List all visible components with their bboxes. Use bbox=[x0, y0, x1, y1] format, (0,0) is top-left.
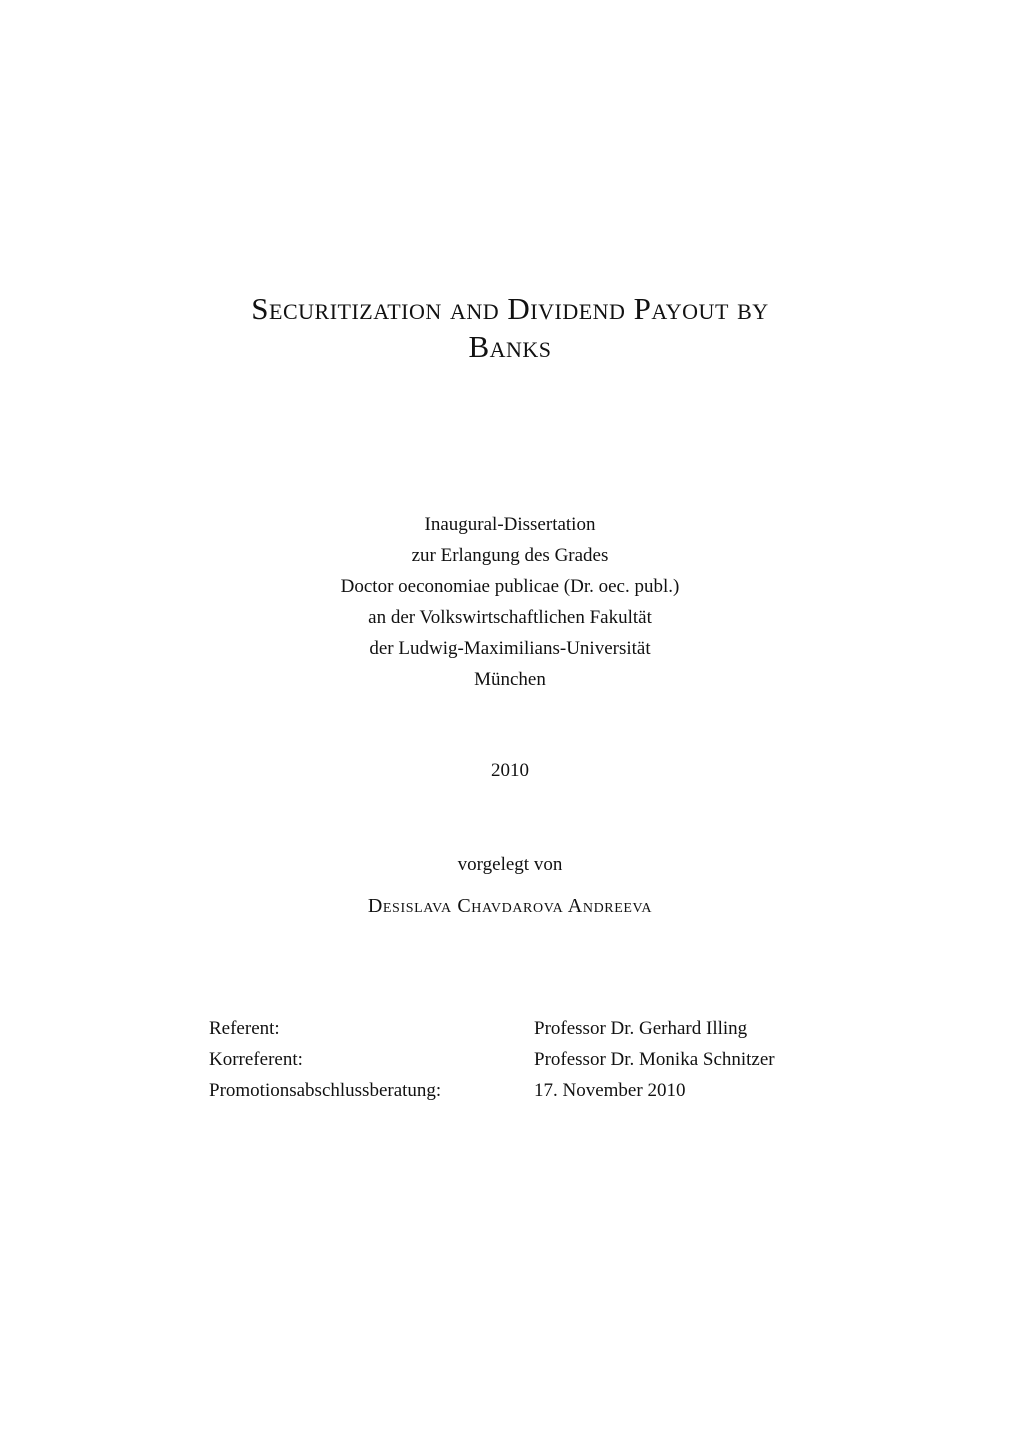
dissertation-title bbox=[110, 290, 910, 366]
committee-row-defense-date bbox=[209, 1075, 775, 1106]
degree-statement bbox=[110, 509, 910, 695]
committee-list bbox=[209, 1013, 775, 1106]
title-line-2: Banks bbox=[468, 329, 552, 364]
submitted-by-label: vorgelegt von bbox=[457, 854, 563, 875]
title-line-1: Securitization and Dividend Payout by bbox=[251, 291, 769, 326]
degree-line: an der Volkswirtschaftlichen Fakultät bbox=[368, 607, 652, 628]
degree-line: München bbox=[474, 669, 546, 690]
author-name: Desislava Chavdarova Andreeva bbox=[367, 895, 653, 917]
degree-line: Inaugural-Dissertation bbox=[424, 514, 596, 535]
committee-label: Referent: bbox=[209, 1018, 280, 1039]
committee-label: Promotionsabschlussberatung: bbox=[209, 1080, 442, 1101]
submission-year: 2010 bbox=[491, 760, 529, 781]
committee-value: 17. November 2010 bbox=[534, 1080, 686, 1101]
committee-row-referent bbox=[209, 1013, 775, 1044]
committee-row-korreferent bbox=[209, 1044, 775, 1075]
committee-value: Professor Dr. Monika Schnitzer bbox=[534, 1049, 775, 1070]
committee-value: Professor Dr. Gerhard Illing bbox=[534, 1018, 748, 1039]
degree-line: Doctor oeconomiae publicae (Dr. oec. publ.) bbox=[340, 576, 680, 597]
committee-label: Korreferent: bbox=[209, 1049, 303, 1070]
degree-line: zur Erlangung des Grades bbox=[411, 545, 609, 566]
degree-line: der Ludwig-Maximilians-Universität bbox=[369, 638, 651, 659]
